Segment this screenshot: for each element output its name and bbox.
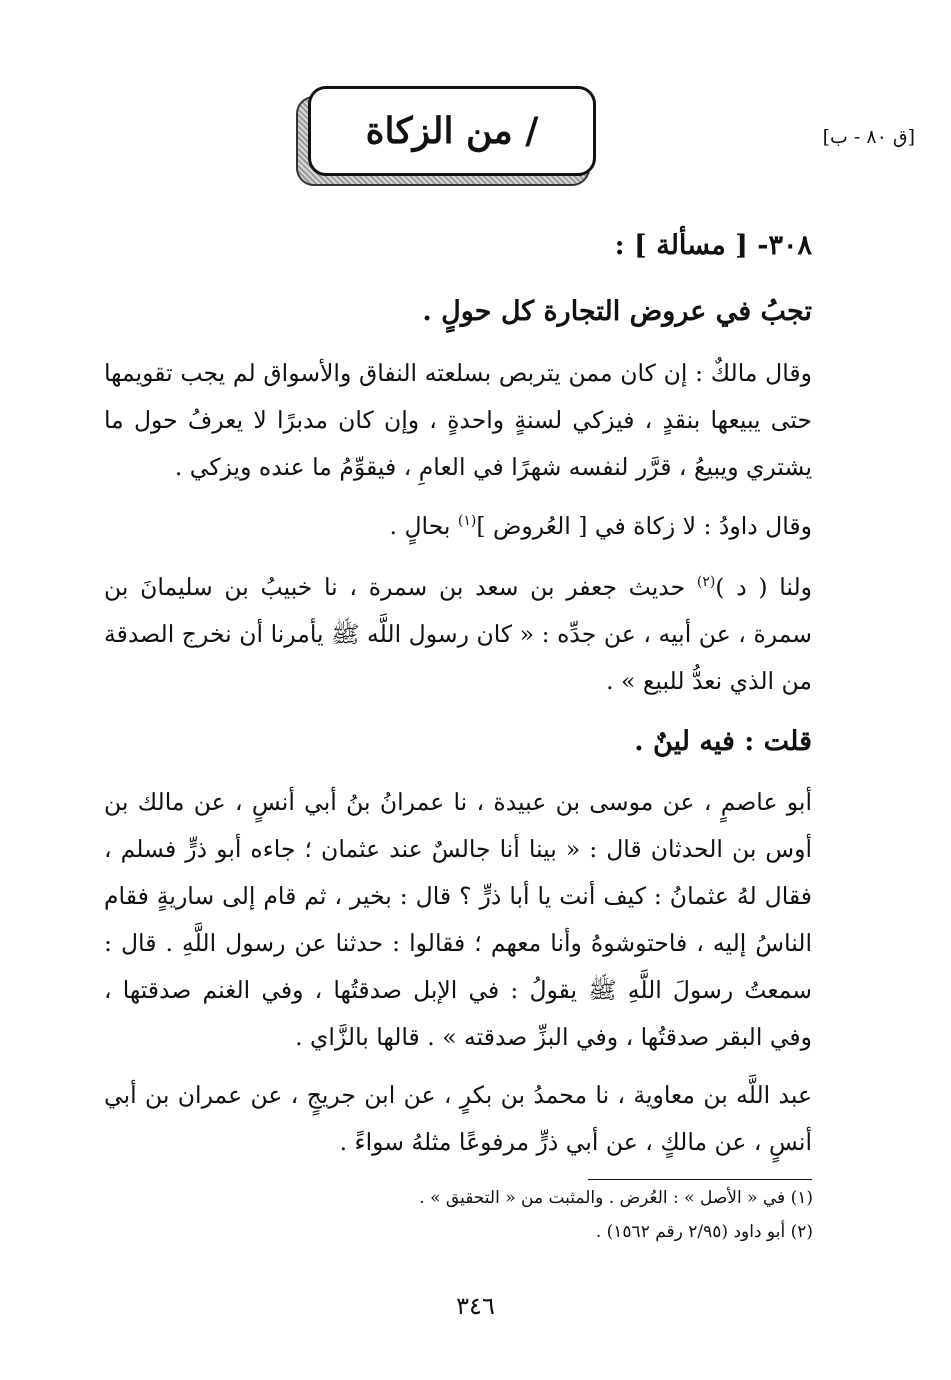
- manuscript-folio-note: [ق ٨٠ - ب]: [822, 126, 915, 148]
- footnote-divider: [588, 1179, 812, 1180]
- paragraph-evidence-text-b: حديث جعفر بن سعد بن سمرة ، نا خبيبُ بن سليمانَ بن سمرة ، عن أبيه ، عن جدِّه : « كان رسول اللَّه ﷺ يأمرنا أن نخرج الصدقة من الذي نعدُّ للبيع » .: [104, 573, 812, 695]
- footnote-ref-1[interactable]: (١): [457, 513, 477, 530]
- chapter-title: / من الزكاة: [365, 110, 539, 152]
- paragraph-dawud: [104, 503, 812, 550]
- author-comment: قلت : فيه لينٌ .: [634, 726, 812, 757]
- paragraph-dawud-text-a: وقال داودُ : لا زكاة في [ العُروض ]: [476, 512, 812, 540]
- paragraph-evidence: [104, 564, 812, 705]
- chapter-title-box: [308, 86, 596, 176]
- paragraph-hadith-abu-dharr: [104, 779, 812, 1061]
- paragraph-second-chain: [104, 1072, 812, 1166]
- footnote-ref-2[interactable]: (٢): [696, 574, 716, 591]
- footnote-1: (١) في « الأصل » : العُرض . والمثبت من « التحقيق » .: [419, 1188, 813, 1208]
- footnote-2: (٢) أبو داود (٢/٩٥ رقم ١٥٦٢) .: [595, 1222, 813, 1242]
- paragraph-dawud-text-b: بحالٍ .: [389, 512, 458, 540]
- paragraph-evidence-text-a: ولنا ( د ): [715, 573, 812, 601]
- paragraph-malik: [104, 350, 812, 491]
- issue-heading: ٣٠٨- [ مسألة ] :: [614, 230, 812, 261]
- ruling-text: تجبُ في عروض التجارة كل حولٍ .: [422, 296, 812, 327]
- paragraph-hadith-abu-dharr-text: أبو عاصمٍ ، عن موسى بن عبيدة ، نا عمرانُ بنُ أبي أنسٍ ، عن مالك بن أوس بن الحدثان قال : « بينا أنا جالسٌ عند عثمان ؛ جاءه أبو ذرٍّ فسلم ، فقال لهُ عثمانُ : كيف أنت يا أبا ذرٍّ ؟ قال : بخير ، ثم قام إلى ساريةٍ فقام الناسُ إليه ، فاحتوشوهُ وأنا معهم ؛ فقالوا : حدثنا عن رسول اللَّهِ . قال : سمعتُ رسولَ اللَّهِ ﷺ يقولُ : في الإبل صدقتُها ، وفي الغنم صدقتها ، وفي البقر صدقتُها ، وفي البزِّ صدقته » . قالها بالزَّاي .: [104, 788, 812, 1051]
- paragraph-second-chain-text: عبد اللَّه بن معاوية ، نا محمدُ بن بكرٍ ، عن ابن جريجٍ ، عن عمران بن أبي أنسٍ ، عن مالكٍ ، عن أبي ذرٍّ مرفوعًا مثلهُ سواءً .: [104, 1081, 812, 1156]
- paragraph-malik-text: وقال مالكٌ : إن كان ممن يتربص بسلعته النفاق والأسواق لم يجب تقويمها حتى يبيعها بنقدٍ ، فيزكي لسنةٍ واحدةٍ ، وإن كان مدبرًا لا يعرفُ حول ما يشتري ويبيعُ ، قرَّر لنفسه شهرًا في العامِ ، فيقوِّمُ ما عنده ويزكي .: [104, 359, 812, 481]
- page-number: ٣٤٦: [456, 1292, 495, 1320]
